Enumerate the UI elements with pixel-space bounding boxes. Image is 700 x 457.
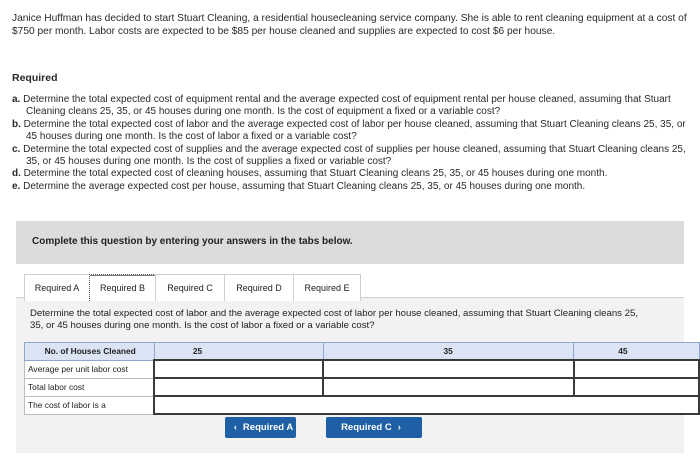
chevron-right-icon: › xyxy=(397,422,401,433)
input-cell[interactable] xyxy=(323,378,574,396)
tab-required-a[interactable]: Required A xyxy=(24,274,90,301)
input-cell[interactable] xyxy=(154,378,323,396)
row-label-total-labor-cost: Total labor cost xyxy=(25,378,155,396)
header-45: 45 xyxy=(574,343,699,361)
requirement-item xyxy=(12,168,696,180)
requirement-item xyxy=(12,181,696,193)
input-cell[interactable] xyxy=(154,360,323,378)
header-35: 35 xyxy=(323,343,574,361)
requirement-letter: b. xyxy=(12,118,21,130)
requirements-list xyxy=(12,94,696,193)
chevron-left-icon: ‹ xyxy=(233,422,237,433)
row-label-cost-type: The cost of labor is a xyxy=(25,396,155,414)
requirement-tabs xyxy=(24,274,360,302)
avg-cost-25-input[interactable] xyxy=(155,361,326,377)
required-heading: Required xyxy=(12,72,58,84)
labor-cost-table xyxy=(24,342,700,415)
input-cell[interactable] xyxy=(574,378,699,396)
requirement-item xyxy=(12,119,696,144)
requirement-item xyxy=(12,144,696,169)
instructions-panel xyxy=(16,221,684,264)
requirement-text: Determine the total expected cost of cleaning houses, assuming that Stuart Cleaning cleans 25, 35, or 45 houses during one month. xyxy=(23,168,608,180)
avg-cost-45-input[interactable] xyxy=(575,361,700,377)
requirement-text: Determine the average expected cost per house, assuming that Stuart Cleaning cleans 25, 35, or 45 houses during one month. xyxy=(23,180,586,192)
prev-required-a-button[interactable] xyxy=(225,417,296,438)
input-cell[interactable] xyxy=(574,360,699,378)
table-row xyxy=(25,360,700,378)
requirement-letter: a. xyxy=(12,94,21,105)
table-row xyxy=(25,396,700,414)
row-label-average-unit-cost: Average per unit labor cost xyxy=(25,360,155,378)
total-cost-45-input[interactable] xyxy=(575,379,700,395)
requirement-letter: d. xyxy=(12,168,21,180)
next-button-label: Required C xyxy=(341,422,392,433)
avg-cost-35-input[interactable] xyxy=(324,361,577,377)
requirement-letter: e. xyxy=(12,180,21,192)
table-row xyxy=(25,378,700,396)
total-cost-35-input[interactable] xyxy=(324,379,577,395)
tab-required-b[interactable]: Required B xyxy=(89,274,156,301)
tab-instruction: Determine the total expected cost of labor and the average expected cost of labor per house cleaned, assuming that Stuart Cleaning cleans 25, 35, or 45 houses during one month. Is the cost of labor a fixed or a variable cost? xyxy=(30,308,638,331)
cost-type-input[interactable] xyxy=(155,397,700,413)
cost-type-dropdown[interactable] xyxy=(154,396,699,414)
header-25: 25 xyxy=(154,343,323,361)
tab-required-d[interactable]: Required D xyxy=(224,274,294,301)
tab-required-e[interactable]: Required E xyxy=(293,274,361,301)
requirement-text: Determine the total expected cost of labor and the average expected cost of labor per house cleaned, assuming that Stuart Cleaning cleans 25, 35, or 45 houses during one month. Is the cost of labor a fixed or a variable cost? xyxy=(23,118,686,143)
requirement-letter: c. xyxy=(12,143,21,155)
total-cost-25-input[interactable] xyxy=(155,379,326,395)
tab-required-c[interactable]: Required C xyxy=(155,274,225,301)
requirement-item xyxy=(12,94,696,119)
requirement-text: Determine the total expected cost of supplies and the average expected cost of supplies per house cleaned, assuming that Stuart Cleaning cleans 25, 35, or 45 houses during one month. Is the cost of supplies a fixed or variable cost? xyxy=(23,143,686,168)
panel-instruction: Complete this question by entering your answers in the tabs below. xyxy=(32,236,353,247)
requirement-text: Determine the total expected cost of equipment rental and the average expected cost of equipment rental per house cleaned, assuming that Stuart Cleaning cleans 25, 35, or 45 houses during one month. Is the cost of equipment a fixed or a variable cost? xyxy=(23,94,671,118)
prev-button-label: Required A xyxy=(242,422,294,433)
input-cell[interactable] xyxy=(323,360,574,378)
table-header-row xyxy=(25,343,700,361)
header-houses-cleaned: No. of Houses Cleaned xyxy=(25,343,155,361)
problem-intro: Janice Huffman has decided to start Stuart Cleaning, a residential housecleaning service company. She is able to rent cleaning equipment at a cost of $750 per month. Labor costs are expected to be $85 per house cleaned and supplies are expected to cost $6 per house. xyxy=(12,13,687,37)
next-required-c-button[interactable] xyxy=(326,417,422,438)
